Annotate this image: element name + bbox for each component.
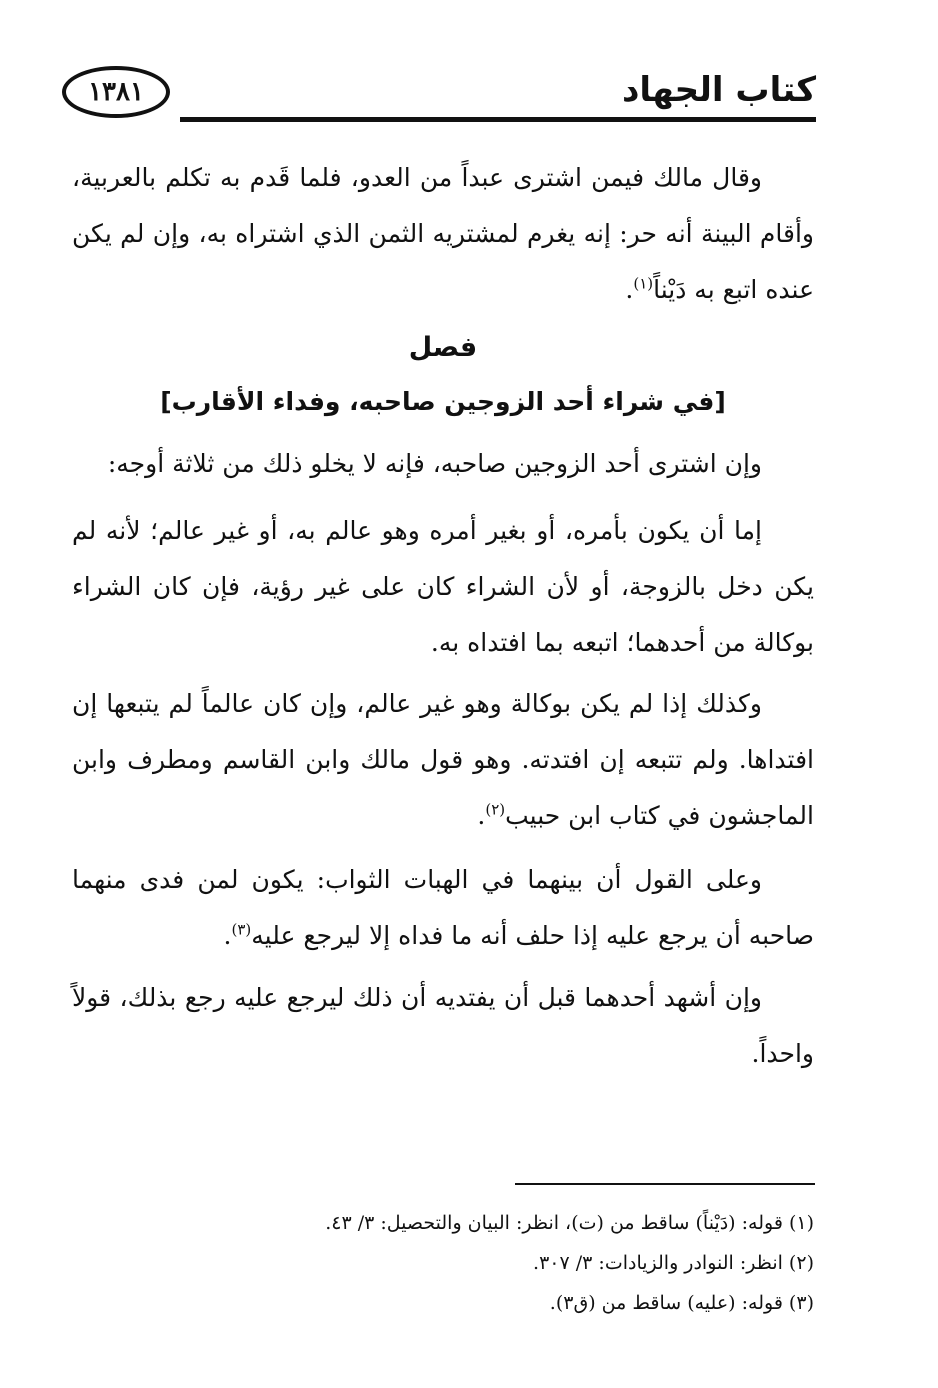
- footnote-separator: [515, 1183, 815, 1185]
- book-title: كتاب الجهاد: [621, 70, 816, 110]
- opening-text: وقال مالك فيمن اشترى عبداً من العدو، فلما قَدم به تكلم بالعربية، وأقام البينة أنه حر: إنه يغرم لمشتريه الثمن الذي اشتراه به، وإن لم يكن عنده اتبع به دَيْناً: [72, 163, 814, 304]
- page-number: ١٣٨١: [62, 66, 170, 118]
- paragraph-3-text: وكذلك إذا لم يكن بوكالة وهو غير عالم، وإن كان عالماً لم يتبعها إن افتداها. ولم تتبعه إن افتدته. وهو قول مالك وابن القاسم ومطرف وابن الماجشون في كتاب ابن حبيب: [72, 689, 814, 830]
- header-rule: [180, 117, 816, 122]
- paragraph-4: [72, 852, 814, 964]
- footnotes: [72, 1203, 814, 1323]
- paragraph-3-tail: .: [477, 801, 486, 830]
- footnote-ref-3: (٣): [231, 920, 252, 939]
- section-heading: فصل: [408, 332, 478, 363]
- section-subheading: [في شراء أحد الزوجين صاحبه، وفداء الأقارب]: [160, 387, 726, 416]
- footnote-ref-1: (١): [633, 274, 654, 293]
- footnote-3: (٣) قوله: (عليه) ساقط من (ق٣).: [549, 1292, 814, 1314]
- paragraph-4-tail: .: [223, 921, 232, 950]
- opening-tail: .: [625, 275, 634, 304]
- paragraph-1: [72, 436, 814, 492]
- paragraph-4-text: وعلى القول أن بينهما في الهبات الثواب: يكون لمن فدى منهما صاحبه أن يرجع عليه إذا حلف أنه ما فداه إلا ليرجع عليه: [72, 865, 814, 950]
- footnote-ref-2: (٢): [485, 800, 506, 819]
- footnote-1: (١) قوله: (دَيْناً) ساقط من (ت)، انظر: البيان والتحصيل: ٣/ ٤٣.: [325, 1212, 814, 1234]
- footnote-2: (٢) انظر: النوادر والزيادات: ٣/ ٣٠٧.: [533, 1252, 814, 1274]
- paragraph-1-text: وإن اشترى أحد الزوجين صاحبه، فإنه لا يخلو ذلك من ثلاثة أوجه:: [107, 449, 762, 478]
- opening-paragraph: [72, 150, 814, 318]
- paragraph-5: [72, 970, 814, 1082]
- paragraph-3: [72, 676, 814, 844]
- page-header: [60, 62, 816, 128]
- paragraph-2-text: إما أن يكون بأمره، أو بغير أمره وهو عالم به، أو غير عالم؛ لأنه لم يكن دخل بالزوجة، أو لأن الشراء كان على غير رؤية، فإن كان الشراء بوكالة من أحدهما؛ اتبعه بما افتداه به.: [72, 516, 814, 657]
- paragraph-2: [72, 503, 814, 671]
- paragraph-5-text: وإن أشهد أحدهما قبل أن يفتديه أن ذلك ليرجع عليه رجع بذلك، قولاً واحداً.: [72, 983, 814, 1068]
